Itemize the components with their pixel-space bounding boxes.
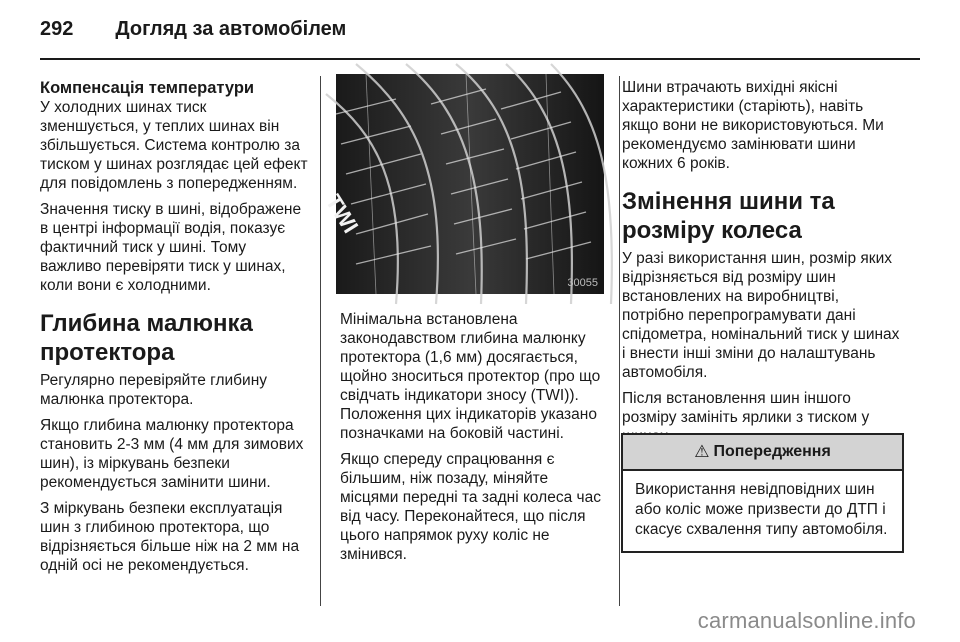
tread-figure: [320, 74, 604, 294]
header-title: Догляд за автомобілем: [115, 18, 347, 40]
warning-text: Використання невідповідних шин або коліс може призвести до ДТП і скасує схвалення типу автомобіля.: [635, 481, 888, 538]
tire-tread-illustration: [336, 74, 604, 294]
paragraph: Значення тиску в шині, відображене в центрі інформації водія, показує фактичний тиск у шині. Тому важливо перевіряти тиск у шинах, коли вони є холодними.: [40, 201, 302, 294]
figure-id: 30055: [567, 277, 598, 289]
paragraph: Якщо спереду спрацювання є більшим, ніж позаду, міняйте місцями передні та задні колеса час від часу. Переконайтеся, що після цього напрямок руху коліс не змінився.: [340, 451, 601, 563]
section-heading-tread-depth: Глибина малюнка протектора: [40, 310, 253, 366]
page-number: 292: [40, 18, 74, 40]
middle-column: [340, 310, 604, 571]
warning-box: [621, 433, 904, 553]
paragraph: У разі використання шин, розмір яких відрізняється від розміру шин встановлених на виробництві, потрібно перепрограмувати дані спідометра, номінальний тиск у шинах і внести інші зміни до налаштувань автомобіля.: [622, 250, 900, 381]
paragraph: У холодних шинах тиск зменшується, у теплих шинах він збільшується. Система контролю за тиском у шинах розглядає цей ефект для повідомлень з попередженням.: [40, 99, 308, 192]
section-heading-temperature: Компенсація температури: [40, 79, 255, 97]
column-divider-right: [619, 76, 620, 606]
warning-triangle-icon: ⚠: [694, 442, 710, 461]
section-heading-tire-change: Змінення шини та розміру колеса: [622, 188, 835, 244]
warning-header: [623, 435, 902, 471]
paragraph: Мінімальна встановлена законодавством глибина малюнку протектора (1,6 мм) досягається, щойно зноситься протектор (про що свідчать індикатори зносу (TWI)). Положення цих індикаторів указано позначками на боковій частині.: [340, 311, 601, 442]
paragraph: Після встановлення шин іншого розміру замініть ярлики з тиском у: [622, 390, 870, 426]
right-column: [622, 78, 902, 453]
watermark: carmanualsonline.info: [697, 608, 916, 633]
tread-wear-indicator-label: TWI: [320, 190, 364, 238]
paragraph: Шини втрачають вихідні якісні характеристики (старіють), навіть якщо вони не використовуються. Ми рекомендуємо замінювати шини кожних 6 років.: [622, 79, 884, 172]
paragraph: Регулярно перевіряйте глибину малюнка протектора.: [40, 372, 268, 408]
page-header: [40, 18, 346, 52]
warning-title: Попередження: [713, 443, 831, 460]
header-rule: [40, 58, 920, 60]
column-divider-left: [320, 76, 321, 606]
paragraph: Якщо глибина малюнку протектора становить 2-3 мм (4 мм для зимових шин), із міркувань безпеки рекомендується замінити шини.: [40, 417, 304, 491]
left-column: [40, 78, 308, 582]
paragraph: З міркувань безпеки експлуатація шин з глибиною протектора, що відрізняється більше ніж на 2 мм на одній осі не рекомендується.: [40, 500, 300, 574]
